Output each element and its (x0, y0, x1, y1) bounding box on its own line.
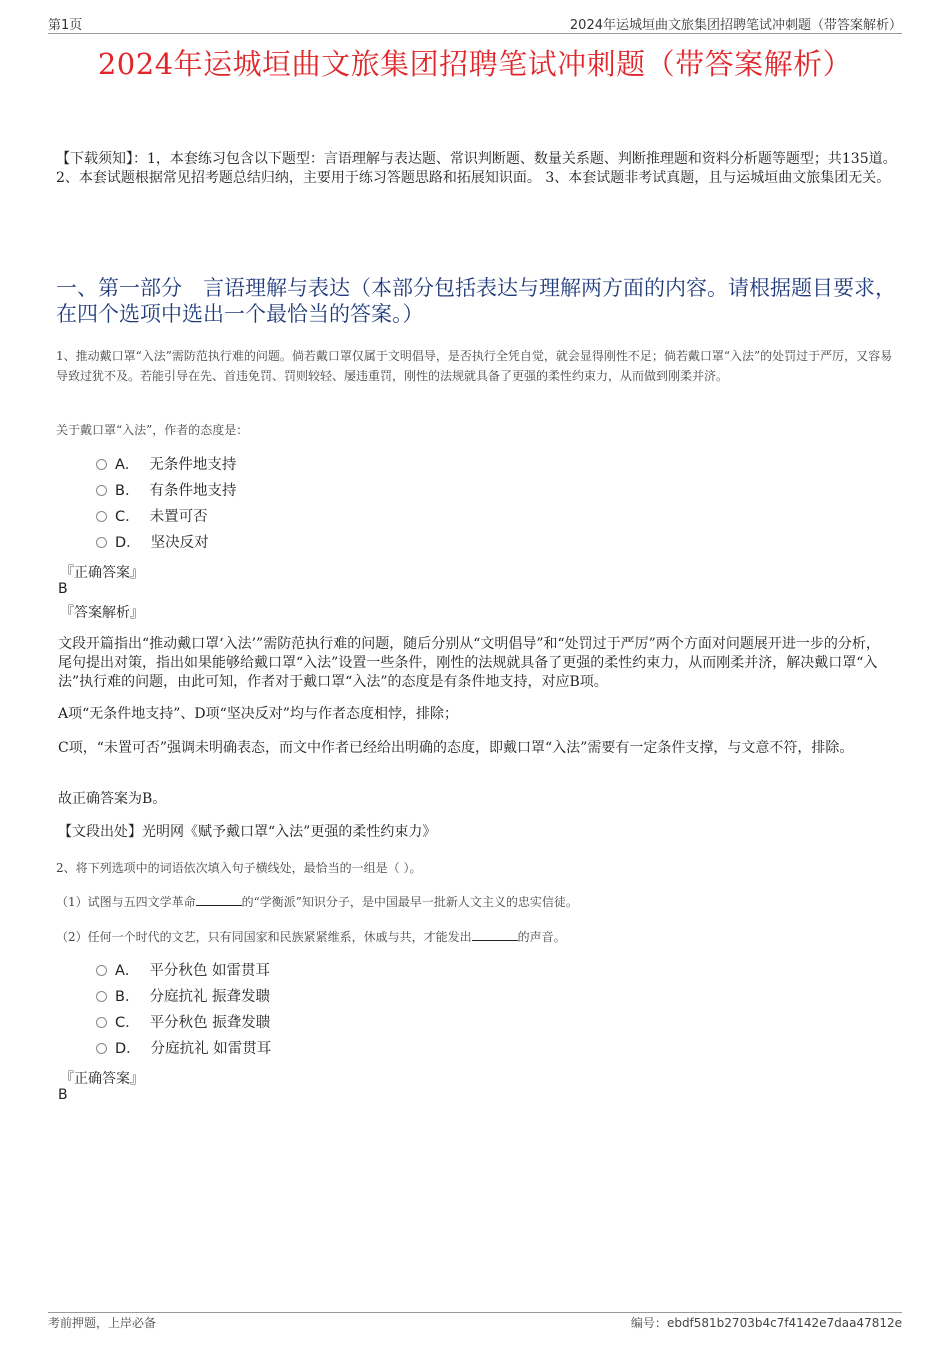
q1-source: 【文段出处】光明网《赋予戴口罩“入法”更强的柔性约束力》 (58, 824, 437, 840)
q1-analysis-label: 『答案解析』 (60, 605, 144, 621)
section-heading: 一、第一部分 言语理解与表达（本部分包括表达与理解两方面的内容。请根据题目要求，在四个选项中选出一个最恰当的答案。） (56, 276, 896, 326)
q1-analysis-paragraph: 文段开篇指出“推动戴口罩‘入法’”需防范执行难的问题，随后分别从“文明倡导”和“处罚过于严厉”两个方面对问题展开进一步的分析，尾句提出对策，指出如果能够给戴口罩“入法”设置一些条件，刚性的法规就具备了更强的柔性约束力，从而刚柔并济，解决戴口罩“入法”执行难的问题，由此可知，作者对于戴口罩“入法”的态度是有条件地支持，对应B项。 (58, 636, 880, 690)
q2-option-d[interactable]: D． 分庭抗礼 如雷贯耳 (96, 1039, 271, 1059)
q2-sentence-1: （1）试图与五四文学革命 的“学衡派”知识分子，是中国最早一批新人文主义的忠实信徒。 (56, 895, 578, 909)
page-title: 2024年运城垣曲文旅集团招聘笔试冲刺题（带答案解析） (97, 47, 853, 81)
q1-stem: 1、推动戴口罩“入法”需防范执行难的问题。倘若戴口罩仅属于文明倡导，是否执行全凭自觉，就会显得刚性不足；倘若戴口罩“入法”的处罚过于严厉，又容易导致过犹不及。若能引导在先、首违免罚、罚则较轻、屡违重罚，刚性的法规就具备了更强的柔性约束力，从而做到刚柔并济。 (56, 349, 893, 383)
footer-code: 编号：ebdf581b2703b4c7f4142e7daa47812e (630, 1316, 902, 1330)
q1-answer: B (58, 581, 68, 597)
fill-blank (472, 929, 518, 941)
q2-option-a[interactable]: A． 平分秋色 如雷贯耳 (96, 961, 270, 981)
radio-icon[interactable] (96, 1043, 107, 1054)
q1-option-d[interactable]: D． 坚决反对 (96, 533, 209, 553)
radio-icon[interactable] (96, 965, 107, 976)
q1-analysis-paragraph: A项“无条件地支持”、D项“坚决反对”均与作者态度相悖，排除； (58, 706, 458, 722)
q2-sentence-2: （2）任何一个时代的文艺，只有同国家和民族紧紧维系，休戚与共，才能发出 的声音。 (56, 930, 566, 944)
q1-analysis-paragraph: C项，“未置可否”强调未明确表态，而文中作者已经给出明确的态度，即戴口罩“入法”需要有一定条件支撑，与文意不符，排除。 (58, 740, 854, 756)
q2-stem: 2、将下列选项中的词语依次填入句子横线处，最恰当的一组是（ ）。 (56, 861, 422, 875)
q1-answer-label: 『正确答案』 (60, 565, 144, 581)
q2-option-b[interactable]: B． 分庭抗礼 振聋发聩 (96, 987, 270, 1007)
radio-icon[interactable] (96, 1017, 107, 1028)
q2-answer: B (58, 1087, 68, 1103)
q2-option-c[interactable]: C． 平分秋色 振聋发聩 (96, 1013, 270, 1033)
q1-option-b[interactable]: B． 有条件地支持 (96, 481, 236, 501)
q1-analysis-paragraph: 故正确答案为B。 (58, 791, 167, 807)
q2-answer-label: 『正确答案』 (60, 1071, 144, 1087)
page-number: 第1页 (48, 18, 83, 33)
radio-icon[interactable] (96, 485, 107, 496)
radio-icon[interactable] (96, 511, 107, 522)
footer-slogan: 考前押题，上岸必备 (48, 1316, 157, 1330)
fill-blank (196, 894, 242, 906)
q1-option-a[interactable]: A． 无条件地支持 (96, 455, 236, 475)
q1-option-c[interactable]: C． 未置可否 (96, 507, 208, 527)
header-divider (48, 33, 902, 34)
q1-question: 关于戴口罩“入法”，作者的态度是： (56, 423, 249, 437)
download-notice: 【下载须知】：1，本套练习包含以下题型：言语理解与表达题、常识判断题、数量关系题、判断推理题和资料分析题等题型；共135道。 2、本套试题根据常见招考题总结归纳，主要用于练习答题思路和拓展知识面。 3、本套试题非考试真题，且与运城垣曲文旅集团无关。 (56, 151, 897, 186)
radio-icon[interactable] (96, 537, 107, 548)
footer-divider (48, 1312, 902, 1313)
radio-icon[interactable] (96, 991, 107, 1002)
radio-icon[interactable] (96, 459, 107, 470)
header-doc-title: 2024年运城垣曲文旅集团招聘笔试冲刺题（带答案解析） (569, 18, 902, 33)
